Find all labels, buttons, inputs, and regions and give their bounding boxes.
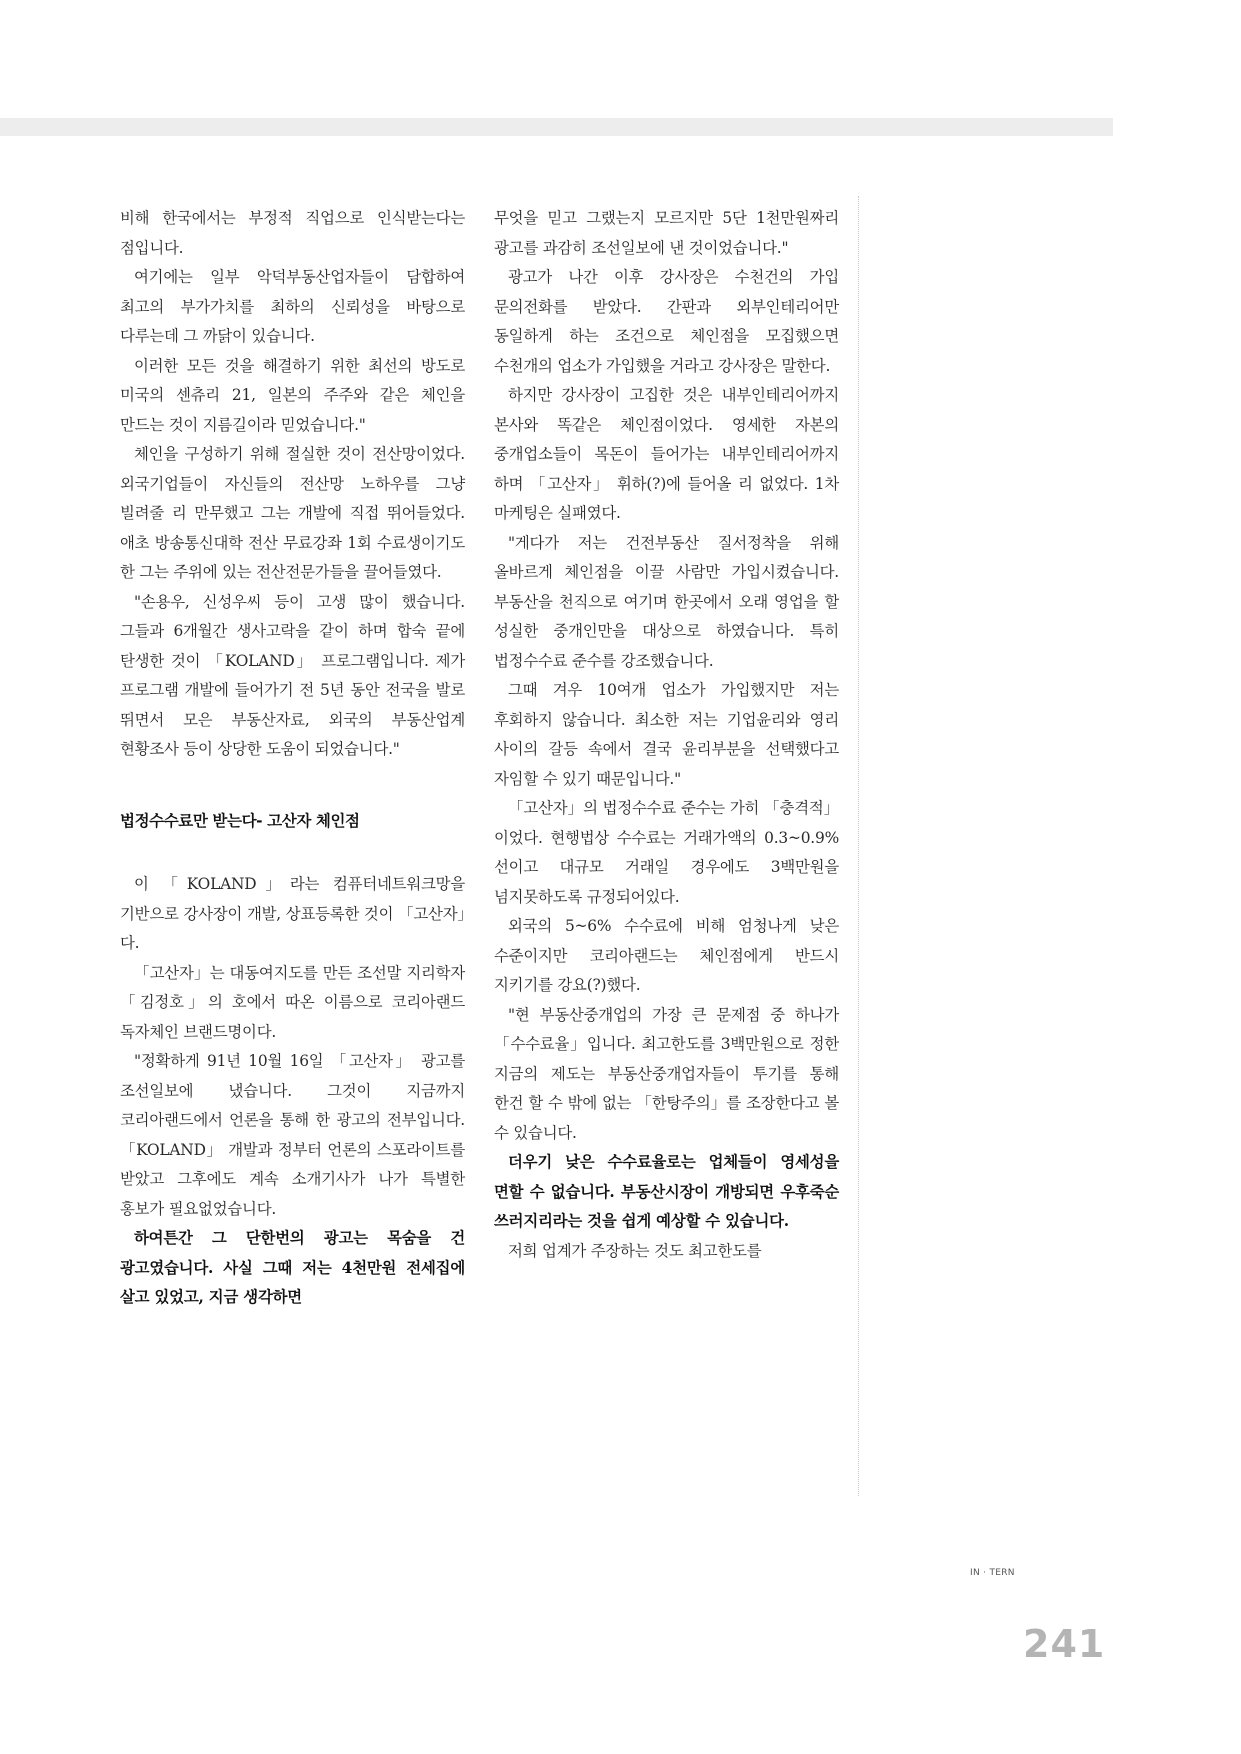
right-text-column [494, 204, 839, 1266]
column-divider [858, 196, 859, 1496]
paragraph: 무엇을 믿고 그랬는지 모르지만 5단 1천만원짜리 광고를 과감히 조선일보에 낸 것이었습니다." [494, 209, 839, 257]
header-band [0, 118, 1113, 136]
left-text-column [120, 204, 465, 1313]
paragraph: 광고가 나간 이후 강사장은 수천건의 가입 문의전화를 받았다. 간판과 외부인테리어만 동일하게 하는 조건으로 체인점을 모집했으면 수천개의 업소가 가입했을 거라고 강사장은 말한다. [494, 268, 839, 375]
paragraph: 저희 업계가 주장하는 것도 최고한도를 [508, 1241, 762, 1260]
paragraph: 비해 한국에서는 부정적 직업으로 인식받는다는 점입니다. [120, 209, 465, 257]
paragraph: 「고산자」는 대동여지도를 만든 조선말 지리학자 「김정호」의 호에서 따온 이름으로 코리아랜드 독자체인 브랜드명이다. [120, 963, 465, 1041]
paragraph: 이 「KOLAND」라는 컴퓨터네트워크망을 기반으로 강사장이 개발, 상표등록한 것이 「고산자」다. [120, 875, 465, 952]
paragraph: "손용우, 신성우씨 등이 고생 많이 했습니다. 그들과 6개월간 생사고락을 같이 하며 합숙 끝에 탄생한 것이 「KOLAND」 프로그램입니다. 제가 프로그램 개발에 들어가기 전 5년 동안 전국을 발로 뛰면서 모은 부동산자료, 외국의 부동산업계 현황조사 등이 상당한 도움이 되었습니다." [120, 592, 465, 758]
paragraph: 이러한 모든 것을 해결하기 위한 최선의 방도로 미국의 센츄리 21, 일본의 주주와 같은 체인을 만드는 것이 지름길이라 믿었습니다." [120, 356, 465, 434]
paragraph: 더우기 낮은 수수료율로는 업체들이 영세성을 면할 수 없습니다. 부동산시장이 개방되면 우후죽순 쓰러지리라는 것을 쉽게 예상할 수 있습니다. [494, 1153, 839, 1230]
page-number: 241 [1023, 1622, 1106, 1666]
paragraph: "현 부동산중개업의 가장 큰 문제점 중 하나가 「수수료율」입니다. 최고한도를 3백만원으로 정한 지금의 제도는 부동산중개업자들이 투기를 통해 한건 할 수 밖에 없는 「한탕주의」를 조장한다고 볼 수 있습니다. [494, 1005, 839, 1142]
running-footer: IN · TERN [970, 1568, 1015, 1578]
paragraph: 「고산자」의 법정수수료 준수는 가히 「충격적」이었다. 현행법상 수수료는 거래가액의 0.3~0.9% 선이고 대규모 거래일 경우에도 3백만원을 넘지못하도록 규정되어있다. [494, 799, 839, 906]
paragraph: 그때 겨우 10여개 업소가 가입했지만 저는 후회하지 않습니다. 최소한 저는 기업윤리와 영리 사이의 갈등 속에서 결국 윤리부분을 선택했다고 자임할 수 있기 때문입니다." [494, 681, 839, 788]
paragraph: 하여튼간 그 단한번의 광고는 목숨을 건 광고였습니다. 사실 그때 저는 4천만원 전세집에 살고 있었고, 지금 생각하면 [120, 1229, 465, 1306]
paragraph: 여기에는 일부 악덕부동산업자들이 담합하여 최고의 부가가치를 최하의 신뢰성을 바탕으로 다루는데 그 까닭이 있습니다. [120, 268, 465, 345]
paragraph: 외국의 5~6% 수수료에 비해 엄청나게 낮은 수준이지만 코리아랜드는 체인점에게 반드시 지키기를 강요(?)했다. [494, 917, 839, 994]
paragraph: 하지만 강사장이 고집한 것은 내부인테리어까지 본사와 똑같은 체인점이었다. 영세한 자본의 중개업소들이 목돈이 들어가는 내부인테리어까지 하며 「고산자」 휘하(?)에 들어올 리 없었다. 1차 마케팅은 실패였다. [494, 386, 839, 522]
section-subheading: 법정수수료만 받는다- 고산자 체인점 [120, 811, 360, 830]
paragraph: "정확하게 91년 10월 16일 「고산자」 광고를 조선일보에 냈습니다. 그것이 지금까지 코리아랜드에서 언론을 통해 한 광고의 전부입니다. 「KOLAND」 개발과 정부터 언론의 스포라이트를 받았고 그후에도 계속 소개기사가 나가 특별한 홍보가 필요없었습니다. [120, 1052, 465, 1218]
paragraph: 체인을 구성하기 위해 절실한 것이 전산망이었다. 외국기업들이 자신들의 전산망 노하우를 그냥 빌려줄 리 만무했고 그는 개발에 직접 뛰어들었다. 애초 방송통신대학 전산 무료강좌 1회 수료생이기도 한 그는 주위에 있는 전산전문가들을 끌어들였다. [120, 445, 465, 581]
paragraph: "게다가 저는 건전부동산 질서정착을 위해 올바르게 체인점을 이끌 사람만 가입시켰습니다. 부동산을 천직으로 여기며 한곳에서 오래 영업을 할 성실한 중개인만을 대상으로 하였습니다. 특히 법정수수료 준수를 강조했습니다. [494, 533, 839, 670]
